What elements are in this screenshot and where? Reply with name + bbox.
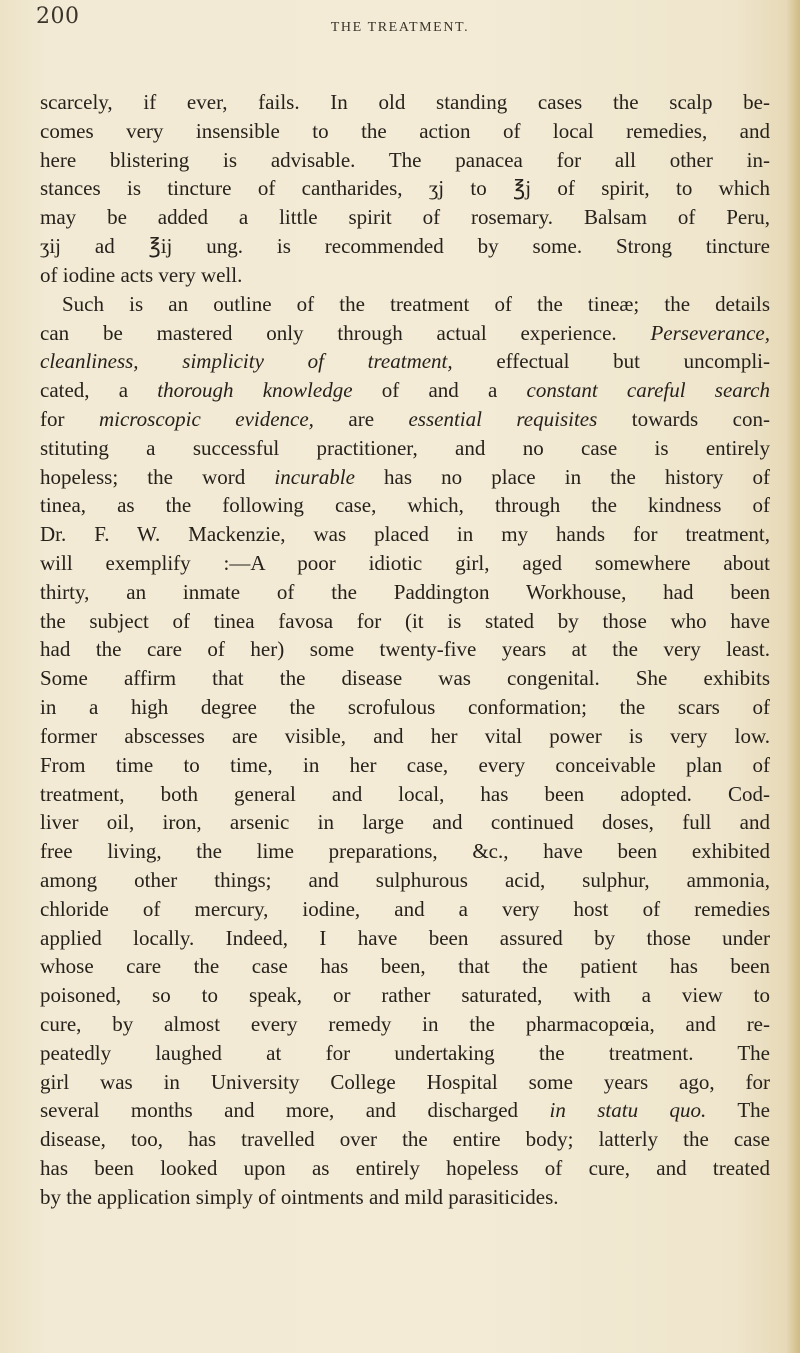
text-line: has been looked upon as entirely hopeless of cure, and treated bbox=[40, 1156, 770, 1181]
text-line: by the application simply of ointments and mild parasiticides. bbox=[40, 1184, 559, 1209]
text-line: can be mastered only through actual experience. Perseverance, bbox=[40, 320, 770, 345]
text-line: will exemplify :—A poor idiotic girl, aged somewhere about bbox=[40, 551, 770, 575]
text-line: From time to time, in her case, every conceivable plan of bbox=[40, 752, 770, 777]
text-line: stances is tincture of cantharides, ʒj to ℥j of spirit, to which bbox=[40, 176, 770, 201]
text-line: several months and more, and discharged in statu quo. The bbox=[40, 1098, 770, 1123]
text-line: stituting a successful practitioner, and no case is entirely bbox=[40, 435, 770, 460]
text-line: tinea, as the following case, which, through the kindness of bbox=[40, 493, 770, 518]
text-line: treatment, both general and local, has been adopted. Cod- bbox=[40, 781, 770, 806]
text-line: in a high degree the scrofulous conformation; the scars of bbox=[40, 695, 770, 720]
page-number: 200 bbox=[36, 4, 80, 29]
running-head: THE TREATMENT. bbox=[330, 20, 470, 35]
text-line: free living, the lime preparations, &c., have been exhibited bbox=[40, 839, 770, 864]
text-line: whose care the case has been, that the patient has been bbox=[40, 954, 770, 979]
text-line: ʒij ad ℥ij ung. is recommended by some. Strong tincture bbox=[40, 234, 770, 259]
text-line: disease, too, has travelled over the entire body; latterly the case bbox=[40, 1127, 770, 1152]
text-line: cure, by almost every remedy in the pharmacopœia, and re- bbox=[40, 1012, 770, 1036]
text-line: liver oil, iron, arsenic in large and continued doses, full and bbox=[40, 810, 770, 835]
text-line: thirty, an inmate of the Paddington Workhouse, had been bbox=[40, 579, 770, 604]
text-line: scarcely, if ever, fails. In old standing cases the scalp be- bbox=[40, 90, 770, 114]
text-line: may be added a little spirit of rosemary. Balsam of Peru, bbox=[40, 205, 770, 230]
text-line: among other things; and sulphurous acid, sulphur, ammonia, bbox=[40, 867, 770, 892]
text-line: applied locally. Indeed, I have been assured by those under bbox=[40, 925, 770, 950]
text-line: chloride of mercury, iodine, and a very host of remedies bbox=[40, 896, 770, 921]
text-line: peatedly laughed at for undertaking the treatment. The bbox=[40, 1040, 770, 1065]
page-edge-shadow bbox=[786, 0, 800, 1353]
text-line: for microscopic evidence, are essential requisites towards con- bbox=[40, 406, 770, 431]
text-line: cleanliness, simplicity of treatment, effectual but uncompli- bbox=[40, 349, 770, 374]
text-line: the subject of tinea favosa for (it is stated by those who have bbox=[40, 608, 770, 633]
text-line: Some affirm that the disease was congenital. She exhibits bbox=[40, 666, 770, 691]
text-line: Such is an outline of the treatment of the tineæ; the details bbox=[62, 291, 770, 316]
text-line: poisoned, so to speak, or rather saturated, with a view to bbox=[40, 983, 770, 1008]
text-line: Dr. F. W. Mackenzie, was placed in my hands for treatment, bbox=[40, 522, 770, 547]
body-text bbox=[40, 88, 770, 1212]
text-line: comes very insensible to the action of local remedies, and bbox=[40, 118, 770, 143]
text-line: here blistering is advisable. The panacea for all other in- bbox=[40, 147, 770, 172]
text-line: girl was in University College Hospital some years ago, for bbox=[40, 1069, 770, 1094]
text-line: of iodine acts very well. bbox=[40, 262, 243, 287]
text-line: had the care of her) some twenty-five years at the very least. bbox=[40, 637, 770, 662]
text-line: former abscesses are visible, and her vital power is very low. bbox=[40, 723, 770, 748]
text-line: cated, a thorough knowledge of and a constant careful search bbox=[40, 378, 771, 403]
text-line: hopeless; the word incurable has no place in the history of bbox=[40, 464, 770, 489]
